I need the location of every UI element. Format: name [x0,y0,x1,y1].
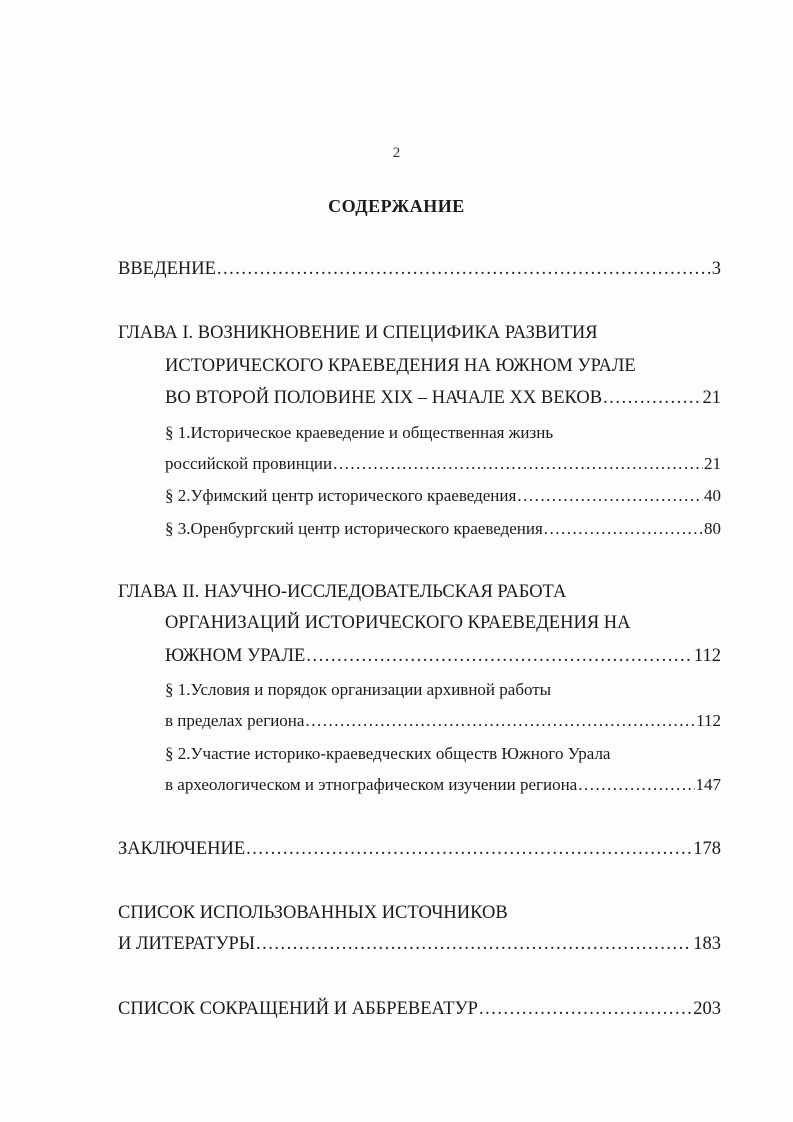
leader-dots [333,455,703,472]
toc-page-number: 3 [711,259,721,279]
toc-entry-text: в пределах региона [165,711,305,730]
toc-entry-text: § 2.Уфимский центр исторического краеведения [165,486,517,505]
leader-dots [246,840,692,859]
toc-page-number: 183 [693,934,721,954]
toc-entry-conclusion[interactable] [118,840,721,862]
leader-dots [306,647,693,666]
toc-entry-text: ЮЖНОМ УРАЛЕ [165,646,306,666]
toc-page-number: 203 [693,999,721,1019]
toc-page-number: 21 [702,388,721,408]
toc-title: СОДЕРЖАНИЕ [328,196,465,216]
leader-dots [517,487,703,504]
toc-page-number: 80 [704,519,721,538]
section-2-1-line1: § 1.Условия и порядок организации архивной работы [165,680,552,699]
toc-entry-section-2-1[interactable] [165,712,721,734]
toc-entry-abbreviations[interactable] [118,1000,721,1022]
leader-dots [544,520,703,537]
toc-entry-text: российской провинции [165,454,333,473]
chapter1-heading-line2: ИСТОРИЧЕСКОГО КРАЕВЕДЕНИЯ НА ЮЖНОМ УРАЛЕ [165,356,636,376]
toc-page-number: 178 [693,839,721,859]
toc-entry-chapter1[interactable] [165,389,721,411]
toc-entry-sources[interactable] [118,935,721,957]
leader-dots [479,1000,692,1019]
toc-page-number: 147 [695,775,721,794]
leader-dots [256,935,692,954]
toc-entry-intro[interactable] [118,260,721,282]
toc-entry-text: ВО ВТОРОЙ ПОЛОВИНЕ XIX – НАЧАЛЕ XX ВЕКОВ [165,388,603,408]
toc-entry-text: И ЛИТЕРАТУРЫ [118,934,255,954]
toc-entry-text: в археологическом и этнографическом изучении региона [165,775,578,794]
toc-entry-section-2-2[interactable] [165,776,721,798]
toc-page-number: 112 [696,711,721,730]
sources-heading-line1: СПИСОК ИСПОЛЬЗОВАННЫХ ИСТОЧНИКОВ [118,903,508,923]
section-1-1-line1: § 1.Историческое краеведение и общественная жизнь [165,423,554,442]
section-2-2-line1: § 2.Участие историко-краеведческих обществ Южного Урала [165,744,611,763]
leader-dots [305,712,695,729]
leader-dots [217,260,711,279]
toc-page-number: 21 [704,454,721,473]
chapter2-heading-line2: ОРГАНИЗАЦИЙ ИСТОРИЧЕСКОГО КРАЕВЕДЕНИЯ НА [165,613,631,633]
chapter2-heading-line1: ГЛАВА II. НАУЧНО-ИССЛЕДОВАТЕЛЬСКАЯ РАБОТА [118,582,567,602]
leader-dots [603,389,701,408]
toc-entry-section-1-3[interactable] [165,520,721,542]
toc-entry-section-1-2[interactable] [165,487,721,509]
toc-entry-text: СПИСОК СОКРАЩЕНИЙ И АББРЕВЕАТУР [118,999,478,1019]
toc-page-number: 112 [693,646,721,666]
chapter1-heading-line1: ГЛАВА I. ВОЗНИКНОВЕНИЕ И СПЕЦИФИКА РАЗВИТИЯ [118,323,598,343]
toc-entry-section-1-1[interactable] [165,455,721,477]
toc-entry-text: ЗАКЛЮЧЕНИЕ [118,839,246,859]
toc-entry-text: § 3.Оренбургский центр исторического краеведения [165,519,543,538]
toc-entry-text: ВВЕДЕНИЕ [118,259,216,279]
toc-page-number: 40 [704,486,721,505]
page-number: 2 [392,145,401,161]
leader-dots [578,776,694,793]
toc-entry-chapter2[interactable] [165,647,721,669]
